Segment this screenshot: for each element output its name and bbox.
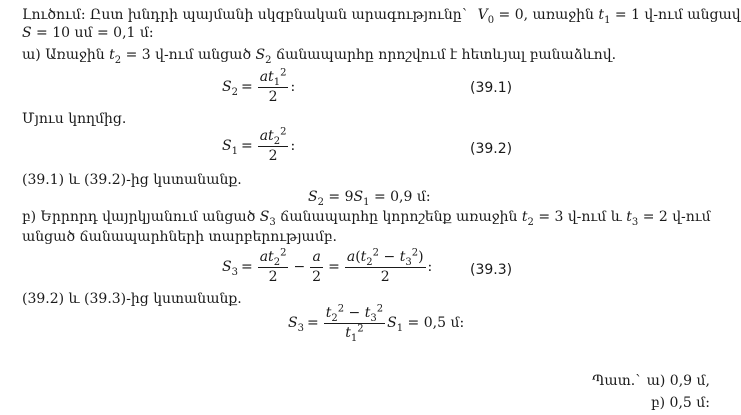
t1-value-text: = 1 վ-ում անցավ	[614, 7, 741, 23]
result-s2-value: = 0,9 մ:	[373, 189, 431, 205]
combine-text-1: (39.1) և (39.2)-ից կստանանք.	[22, 172, 242, 188]
solution-intro-text: Լուծում: Ըստ խնդրի պայմանի սկզբնական արագությունը`	[22, 7, 469, 23]
part-b-mid-text: ճանապարհը կորոշենք առաջին	[280, 209, 518, 225]
first-text: , առաջին	[523, 7, 594, 23]
part-a-mid-text: = 3 վ-ում անցած	[125, 47, 252, 63]
equation-39-2-tag: (39.2)	[470, 141, 513, 157]
answer-line-1	[592, 372, 710, 390]
t2-symbol-b: $t_2$	[521, 209, 534, 228]
result-equation-s3: $S_3$ = $\frac{t_2^2 - t_3^2}{t_1^2}$ $S_1 = 0,5$ մ:	[288, 303, 465, 344]
combine-text-2: (39.2) և (39.3)-ից կստանանք.	[22, 291, 242, 307]
v0-symbol: $V_0 = 0$	[473, 7, 524, 26]
s2-symbol: $S_2$	[255, 47, 272, 66]
t1-symbol: $t_1$	[598, 7, 611, 26]
result-s2-coef: = 9	[328, 189, 354, 205]
difference-text: անցած ճանապարհների տարբերությամբ.	[22, 229, 337, 245]
part-a-end-text: ճանապարհը որոշվում է հետևյալ բանաձևով.	[275, 47, 617, 63]
combine-line-2	[22, 290, 242, 308]
equation-39-3: $S_3$ = $\frac{at_2^2}{2}$ − $\frac{a}{2}$ = $\frac{a(t_2^2 - t_3^2)}{2}$ :	[222, 247, 433, 285]
equation-39-1-tag: (39.1)	[470, 80, 513, 96]
t2-symbol: $t_2$	[109, 47, 122, 66]
answer-text-2: բ) 0,5 մ:	[650, 395, 710, 411]
distance-given-text: = 10 սմ = 0,1 մ:	[36, 25, 154, 41]
part-b-line	[22, 208, 711, 226]
part-a-text: ա) Առաջին	[22, 47, 105, 63]
answer-line-2	[651, 394, 710, 412]
answer-text-1: Պատ.` ա) 0,9 մ,	[592, 373, 710, 389]
t3-symbol: $t_3$	[626, 209, 639, 228]
part-b-mid2-text: = 3 վ-ում և	[538, 209, 622, 225]
other-side-text: Մյուս կողմից.	[22, 111, 127, 127]
s-symbol: S	[22, 25, 37, 41]
result-equation-s2: $S_2 = 9S_1 = 0,9$ մ:	[308, 189, 431, 208]
equation-39-1: $S_2$ = $\frac{at_1^2}{2}$ :	[222, 67, 296, 105]
equation-39-2: $S_1$ = $\frac{at_2^2}{2}$ :	[222, 126, 296, 164]
solution-intro-line	[22, 6, 741, 24]
part-b-text: բ) Երրորդ վայրկյանում անցած	[22, 209, 256, 225]
result-s3-value: = 0,5 մ:	[407, 315, 465, 331]
part-a-line	[22, 46, 616, 64]
difference-line	[22, 228, 337, 246]
equation-39-3-tag: (39.3)	[470, 262, 513, 278]
other-side-line	[22, 110, 126, 128]
part-b-end-text: = 2 վ-ում	[642, 209, 711, 225]
s3-symbol: $S_3$	[259, 209, 276, 228]
distance-given-line	[22, 24, 154, 42]
combine-line-1	[22, 171, 242, 189]
